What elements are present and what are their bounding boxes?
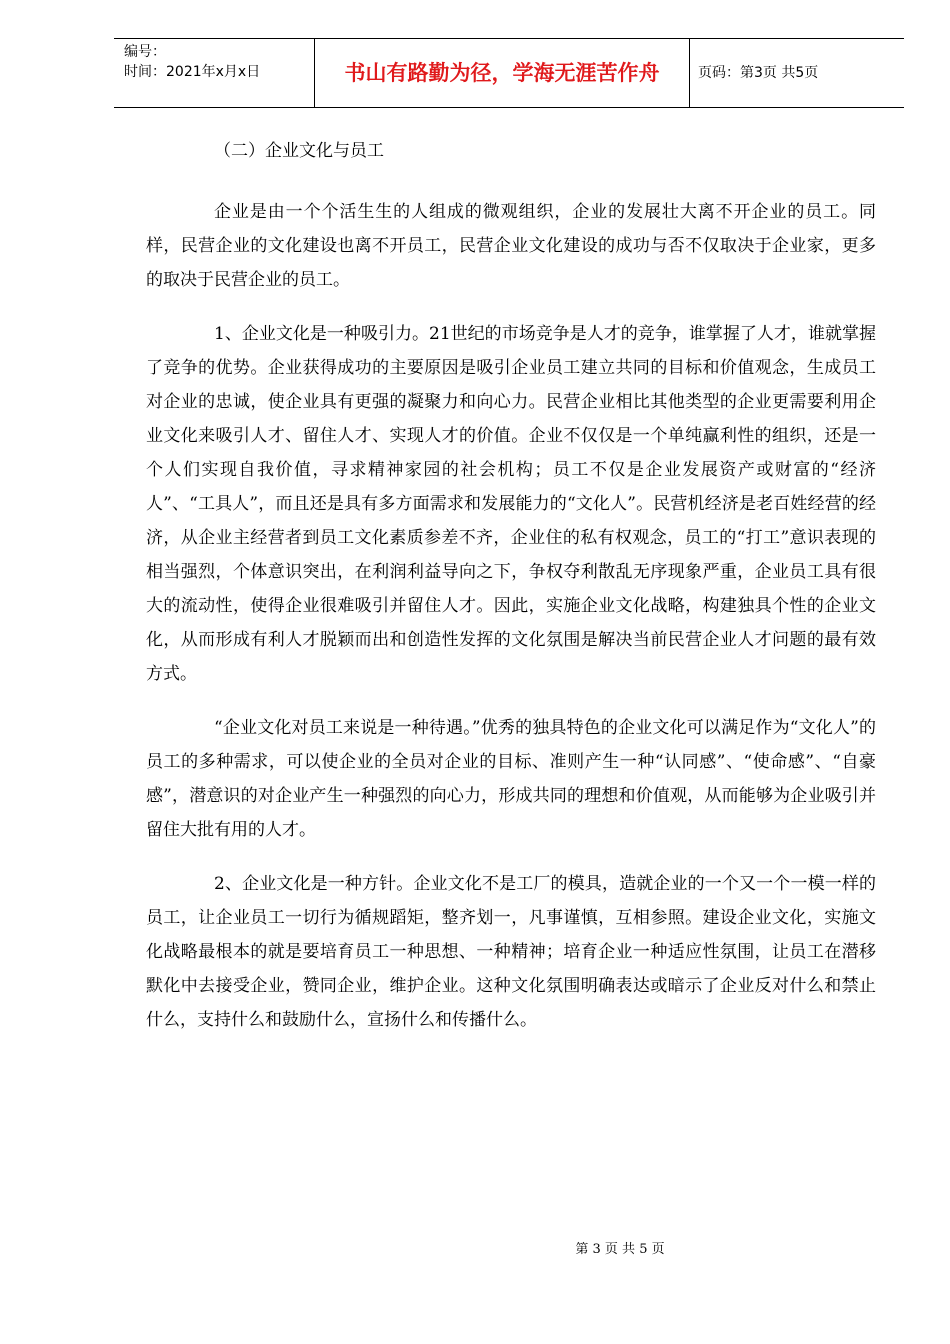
body-paragraph: “企业文化对员工来说是一种待遇。”优秀的独具特色的企业文化可以满足作为“文化人”的员工的多种需求，可以使企业的全员对企业的目标、准则产生一种“认同感”、“使命感”、“自豪感”，潜意识的对企业产生一种强烈的向心力，形成共同的理想和价值观，从而能够为企业吸引并留住大批有用的人才。: [146, 718, 876, 840]
body-paragraph: 2、企业文化是一种方针。企业文化不是工厂的模具，造就企业的一个又一个一模一样的员工，让企业员工一切行为循规蹈矩，整齐划一，凡事谨慎，互相参照。建设企业文化，实施文化战略最根本的就是要培育员工一种思想、一种精神；培育企业一种适应性氛围，让员工在潜移默化中去接受企业，赞同企业，维护企业。这种文化氛围明确表达或暗示了企业反对什么和禁止什么，支持什么和鼓励什么，宣扬什么和传播什么。: [146, 874, 876, 1030]
body-paragraph: 企业是由一个个活生生的人组成的微观组织，企业的发展壮大离不开企业的员工。同样，民营企业的文化建设也离不开员工，民营企业文化建设的成功与否不仅取决于企业家，更多的取决于民营企业的员工。: [146, 202, 876, 290]
document-code-label: 编号：: [124, 44, 166, 60]
page-footer: [0, 1242, 950, 1258]
footer-page-number: 第 3 页 共 5 页: [575, 1242, 665, 1257]
header-meta-cell: [114, 39, 315, 107]
header-motto-cell: [315, 39, 690, 107]
document-time-label: 时间：2021年x月x日: [124, 64, 261, 80]
page-header: [114, 38, 904, 108]
header-motto: 书山有路勤为径，学海无涯苦作舟: [344, 61, 660, 85]
header-page-cell: [690, 39, 904, 107]
section-heading: （二）企业文化与员工: [214, 141, 384, 161]
body-paragraph: 1、企业文化是一种吸引力。21世纪的市场竞争是人才的竞争，谁掌握了人才，谁就掌握了竞争的优势。企业获得成功的主要原因是吸引企业员工建立共同的目标和价值观念，生成员工对企业的忠诚，使企业具有更强的凝聚力和向心力。民营企业相比其他类型的企业更需要利用企业文化来吸引人才、留住人才、实现人才的价值。企业不仅仅是一个单纯赢利性的组织，还是一个人们实现自我价值，寻求精神家园的社会机构；员工不仅是企业发展资产或财富的“经济人”、“工具人”，而且还是具有多方面需求和发展能力的“文化人”。民营机经济是老百姓经营的经济，从企业主经营者到员工文化素质参差不齐，企业住的私有权观念，员工的“打工”意识表现的相当强烈，个体意识突出，在利润利益导向之下，争权夺利散乱无序现象严重，企业员工具有很大的流动性，使得企业很难吸引并留住人才。因此，实施企业文化战略，构建独具个性的企业文化，从而形成有利人才脱颖而出和创造性发挥的文化氛围是解决当前民营企业人才问题的最有效方式。: [146, 324, 876, 684]
document-body: [146, 135, 876, 1057]
header-page-number: 页码：第3页 共5页: [698, 65, 819, 81]
